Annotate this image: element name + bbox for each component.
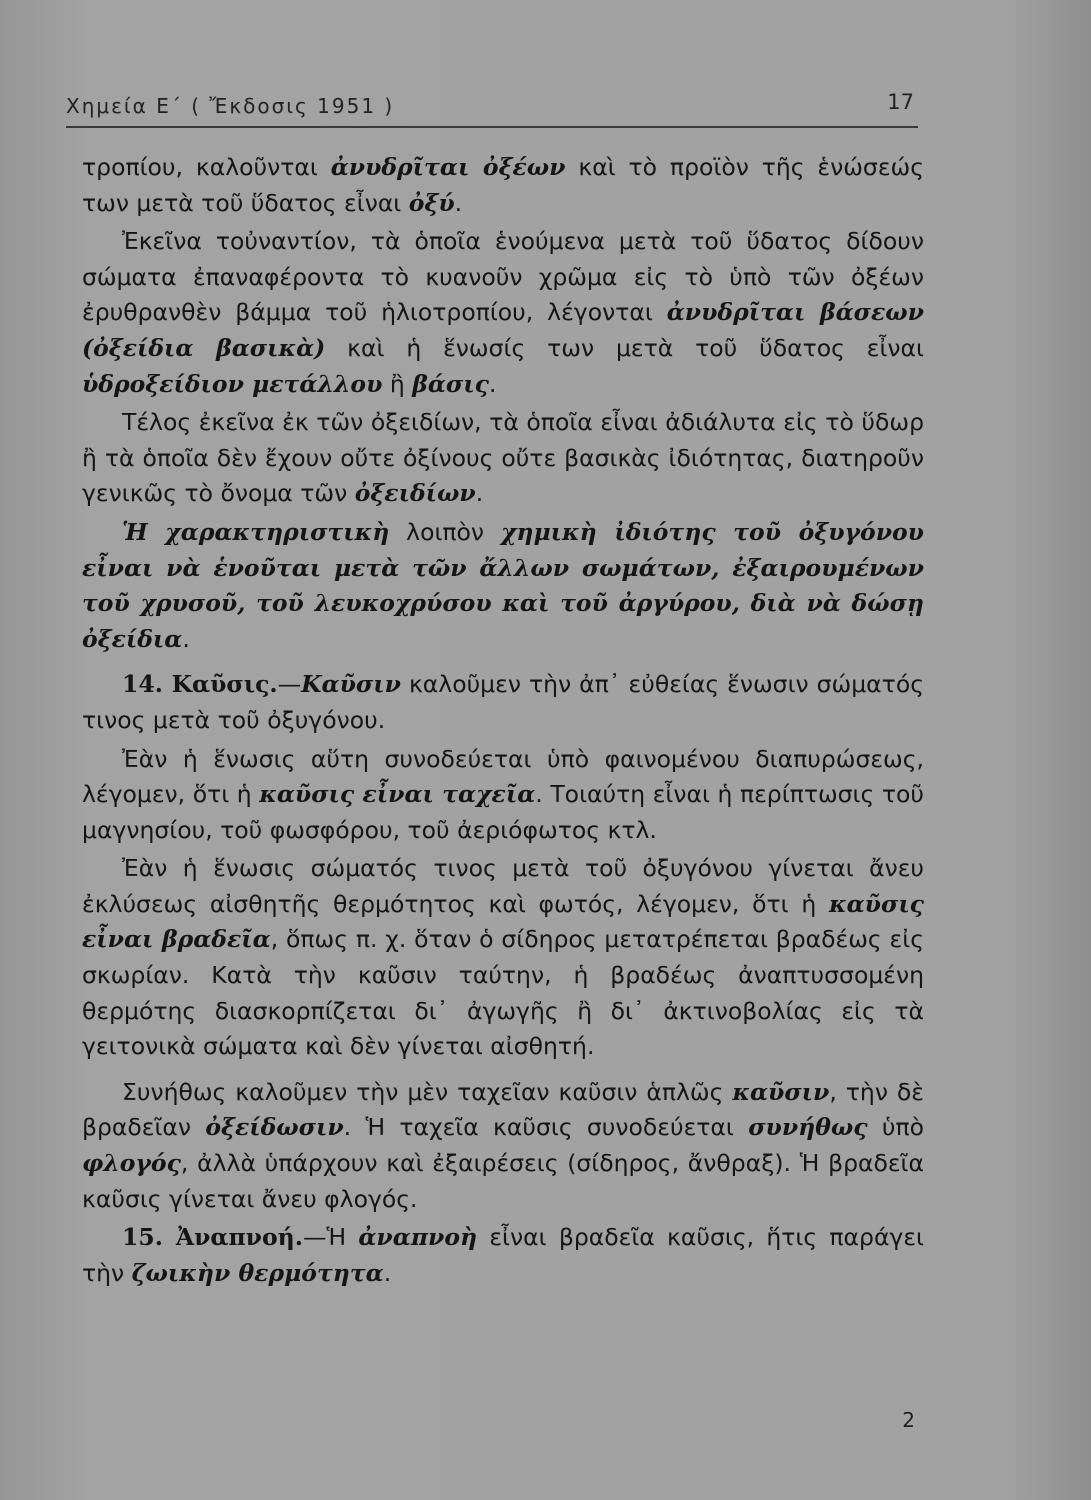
paragraph: [82, 742, 924, 849]
text-run: . Τοιαύτη εἶναι ἡ περίπτωσις τοῦ μαγνησίου, τοῦ φωσφόρου, τοῦ ἀεριόφωτος κτλ.: [82, 780, 924, 844]
paragraph: [82, 515, 924, 657]
emphasized-term: φλογός: [82, 1149, 181, 1178]
text-run: καὶ τὸ προϊὸν τῆς ἑνώσεώς των μετὰ τοῦ ὕδατος εἶναι: [82, 153, 924, 217]
paragraph: [82, 1220, 924, 1291]
emphasized-term: ἀνυδρῖται ὀξέων: [330, 153, 566, 181]
text-run: .: [454, 188, 463, 217]
page-number: 17: [887, 90, 914, 114]
text-run: Τέλος ἐκεῖνα ἐκ τῶν ὀξειδίων, τὰ ὁποῖα εἶναι ἀδιάλυτα εἰς τὸ ὕδωρ ἢ τὰ ὁποῖα δὲν ἔχουν οὔτε ὀξίνους οὔτε βασικὰς ἰδιότητας, διατηροῦν γενικῶς τὸ ὄνομα τῶν: [82, 408, 924, 508]
text-run: .: [488, 369, 497, 398]
text-run: τροπίου, καλοῦνται: [82, 153, 331, 181]
text-run: —Ἡ: [302, 1223, 359, 1252]
text-run: —: [277, 670, 302, 699]
text-run: .: [475, 479, 484, 508]
emphasized-term: καῦσις εἶναι βραδεῖα: [82, 889, 924, 954]
text-run: Ἐὰν ἡ ἕνωσις αὕτη συνοδεύεται ὑπὸ φαινομένου διαπυρώσεως, λέγομεν, ὅτι ἡ: [82, 744, 924, 809]
emphasized-term: ὀξύ: [408, 188, 455, 217]
paragraph: [82, 1075, 924, 1217]
text-run: .: [383, 1258, 392, 1287]
running-title: Χημεία Ε΄ ( Ἔκδοσις 1951 ): [66, 94, 395, 118]
paragraph: [82, 224, 924, 402]
paragraph: [82, 150, 924, 221]
emphasized-term: χημικὴ ἰδιότης τοῦ ὀξυγόνου εἶναι νὰ ἑνοῦται μετὰ τῶν ἄλλων σωμάτων, ἐξαιρουμένων τοῦ χρυσοῦ, τοῦ λευκοχρύσου καὶ τοῦ ἀργύρου, διὰ νὰ δώσῃ ὀξείδια: [82, 517, 924, 653]
text-run: ὑπὸ: [867, 1113, 925, 1142]
paragraph: [82, 405, 924, 512]
emphasized-term: καῦσιν: [732, 1077, 830, 1106]
text-run: , τὴν δὲ βραδεῖαν: [82, 1077, 924, 1142]
page-header: [66, 90, 918, 128]
text-run: εἶναι βραδεῖα καῦσις, ἥτις παράγει τὴν: [82, 1223, 924, 1287]
paragraph: [82, 851, 924, 1065]
signature-mark: 2: [902, 1408, 915, 1432]
emphasized-term: Καῦσιν: [301, 670, 401, 699]
text-run: .: [182, 624, 190, 653]
emphasized-term: Ἡ χαρακτηριστικὴ: [122, 517, 390, 546]
text-run: Ἐὰν ἡ ἕνωσις σώματός τινος μετὰ τοῦ ὀξυγόνου γίνεται ἄνευ ἐκλύσεως αἰσθητῆς θερμότητος καὶ φωτός, λέγομεν, ὅτι ἡ: [82, 854, 924, 918]
body-text: [82, 150, 924, 1291]
text-run: Ἐκεῖνα τοὐναντίον, τὰ ὁποῖα ἑνούμενα μετὰ τοῦ ὕδατος δίδουν σώματα ἐπαναφέροντα τὸ κυανοῦν χρῶμα εἰς τὸ ὑπὸ τῶν ὀξέων ἐρυθρανθὲν βάμμα τοῦ ἡλιοτροπίου, λέγονται: [82, 227, 924, 327]
emphasized-term: καῦσις εἶναι ταχεῖα: [259, 780, 536, 809]
text-run: , ἀλλὰ ὑπάρχουν καὶ ἐξαιρέσεις (σίδηρος, ἄνθραξ). Ἡ βραδεῖα καῦσις γίνεται ἄνευ φλογός.: [82, 1149, 924, 1213]
emphasized-term: συνήθως: [748, 1113, 868, 1142]
emphasized-term: ζωικὴν θερμότητα: [131, 1258, 384, 1287]
section-heading: 15. Ἀναπνοή.: [122, 1223, 303, 1252]
section-heading: 14. Καῦσις.: [122, 670, 278, 699]
emphasized-term: ἀναπνοὴ: [358, 1223, 478, 1252]
text-run: . Ἡ ταχεῖα καῦσις συνοδεύεται: [343, 1113, 749, 1142]
text-run: ἢ: [382, 369, 413, 398]
emphasized-term: ὑδροξείδιον μετάλλου: [82, 369, 383, 398]
text-run: Συνήθως καλοῦμεν τὴν μὲν ταχεῖαν καῦσιν ἁπλῶς: [122, 1077, 733, 1106]
paragraph: [82, 667, 924, 738]
emphasized-term: ὀξείδωσιν: [205, 1113, 344, 1142]
emphasized-term: ἀνυδρῖται βάσεων (ὀξείδια βασικὰ): [82, 298, 924, 362]
text-run: λοιπὸν: [389, 517, 501, 546]
emphasized-term: ὀξειδίων: [354, 479, 476, 508]
text-run: , ὅπως π. χ. ὅταν ὁ σίδηρος μετατρέπεται βραδέως εἰς σκωρίαν. Κατὰ τὴν καῦσιν ταύτην, ἡ βραδέως ἀναπτυσσομένη θερμότης διασκορπίζεται δι᾽ ἀγωγῆς ἢ δι᾽ ἀκτινοβολίας εἰς τὰ γειτονικὰ σώματα καὶ δὲν γίνεται αἰσθητή.: [82, 925, 924, 1061]
text-run: καλοῦμεν τὴν ἀπ᾽ εὐθείας ἕνωσιν σώματός τινος μετὰ τοῦ ὀξυγόνου.: [82, 670, 924, 734]
emphasized-term: βάσις: [412, 369, 489, 398]
text-run: καὶ ἡ ἕνωσίς των μετὰ τοῦ ὕδατος εἶναι: [325, 333, 924, 362]
